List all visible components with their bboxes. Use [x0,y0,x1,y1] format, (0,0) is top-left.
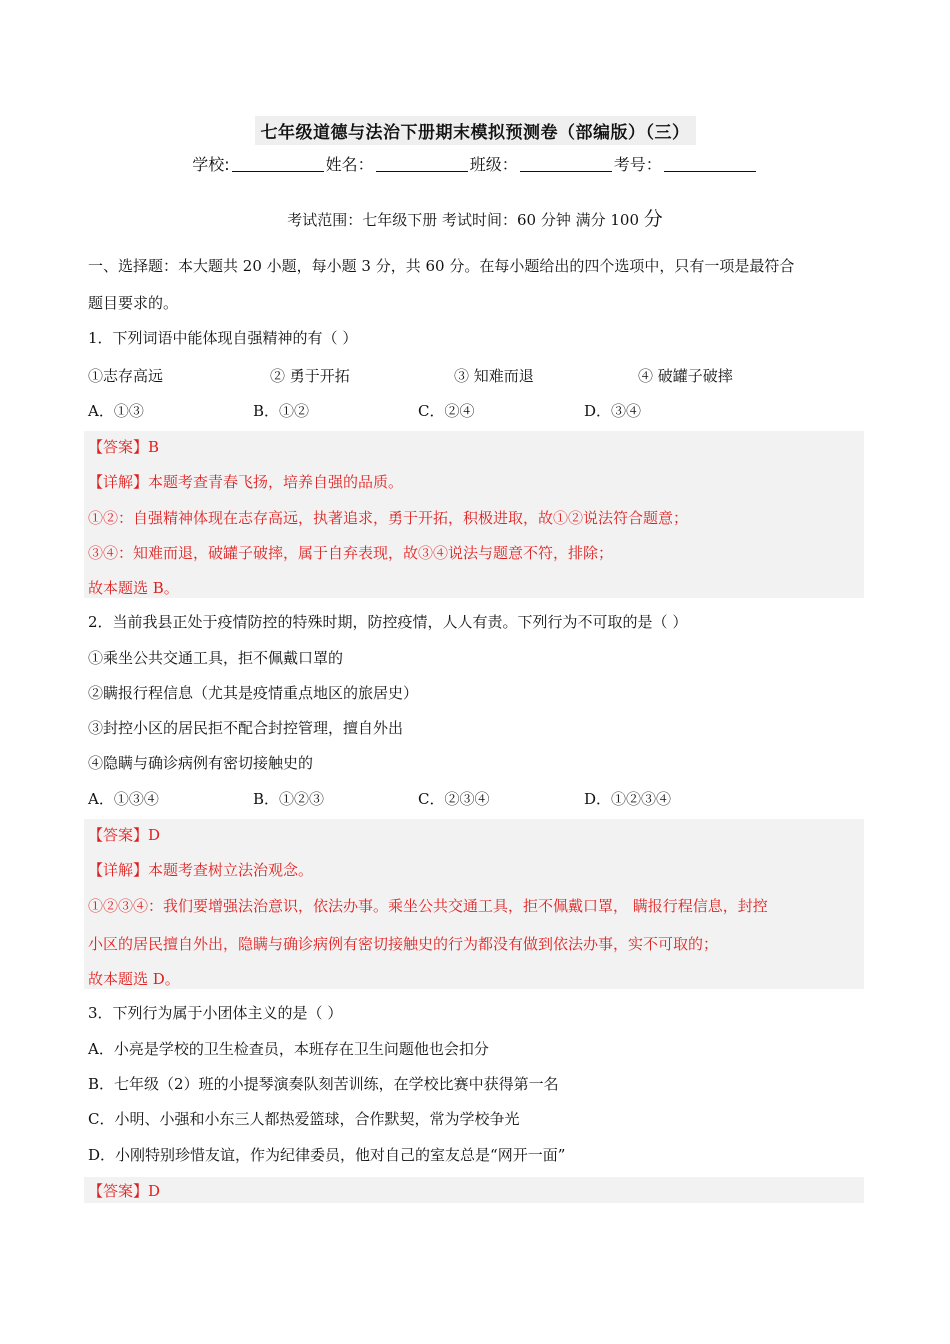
q1-choices [88,400,864,420]
q2-choice-a: A．①③④ [88,790,159,808]
q3-choice-a: A．小亮是学校的卫生检查员，本班存在卫生问题他也会扣分 [88,1040,489,1058]
name-label: 姓名： [325,155,374,174]
section-heading-line1: 一、选择题：本大题共 20 小题，每小题 3 分，共 60 分。在每小题给出的四个选项中，只有一项是最符合 [88,257,795,275]
q3-choice-c: C．小明、小强和小东三人都热爱篮球，合作默契，常为学校争光 [88,1110,520,1128]
q1-item: ①志存高远 [88,367,164,385]
exam-no-blank [664,157,756,172]
q3-stem: 3．下列行为属于小团体主义的是（ ） [88,1004,343,1022]
class-blank [520,157,612,172]
q2-explain [88,859,313,880]
q3-answer-block [84,1177,864,1203]
exam-no-label: 考号： [613,155,662,174]
q1-items [88,365,864,385]
q1-answer-block [84,431,864,598]
section-heading-line2: 题目要求的。 [88,294,179,312]
q1-stem: 1．下列词语中能体现自强精神的有（ ） [88,329,358,347]
exam-scope-text: 考试范围：七年级下册 考试时间：60 分钟 满分 100 [287,211,644,229]
q1-explain-line: 故本题选 B。 [88,579,179,597]
exam-title: 七年级道德与法治下册期末模拟预测卷（部编版）（三） [255,116,696,145]
q2-choice-d: D．①②③④ [584,790,672,808]
school-blank [232,157,324,172]
q3-choice-d: D．小刚特别珍惜友谊，作为纪律委员，他对自己的室友总是“网开一面” [88,1146,566,1164]
q2-explain-text: 本题考查树立法治观念。 [148,861,314,879]
exam-title-row [0,116,950,145]
q1-choice-c: C．②④ [418,402,475,420]
q1-answer: 【答案】B [88,438,160,456]
q2-item: ③封控小区的居民拒不配合封控管理，擅自外出 [88,719,404,737]
q2-item: ①乘坐公共交通工具，拒不佩戴口罩的 [88,649,344,667]
q1-item: ④ 破罐子破摔 [638,367,733,385]
q1-choice-b: B．①② [253,402,310,420]
q1-item: ③ 知难而退 [454,367,534,385]
q2-choice-b: B．①②③ [253,790,325,808]
q2-item: ②瞒报行程信息（尤其是疫情重点地区的旅居史） [88,684,419,702]
q2-explain-line: 小区的居民擅自外出，隐瞒与确诊病例有密切接触史的行为都没有做到依法办事，实不可取的； [88,935,719,953]
q1-explain [88,471,403,492]
q1-explain-label: 【详解】 [88,473,149,491]
q1-choice-a: A．①③ [88,402,144,420]
q2-explain-line: 故本题选 D。 [88,970,180,988]
q3-answer: 【答案】D [88,1182,161,1200]
q2-explain-label: 【详解】 [88,861,149,879]
q2-answer-block [84,819,864,989]
exam-scope-unit: 分 [643,208,663,230]
q3-choice-b: B．七年级（2）班的小提琴演奏队刻苦训练，在学校比赛中获得第一名 [88,1075,559,1093]
name-blank [376,157,468,172]
q1-choice-d: D．③④ [584,402,642,420]
q2-stem: 2．当前我县正处于疫情防控的特殊时期，防控疫情，人人有责。下列行为不可取的是（ ） [88,613,688,631]
q2-choices [88,788,864,808]
q1-explain-text: 本题考查青春飞扬，培养自强的品质。 [148,473,404,491]
q1-explain-line: ①②：自强精神体现在志存高远，执著追求，勇于开拓，积极进取，故①②说法符合题意； [88,509,689,527]
exam-scope [0,204,950,231]
q2-answer: 【答案】D [88,826,161,844]
school-label: 学校: [192,155,230,174]
q1-explain-line: ③④：知难而退，破罐子破摔，属于自弃表现，故③④说法与题意不符，排除； [88,544,614,562]
student-info-row [0,152,950,175]
class-label: 班级： [469,155,518,174]
q1-item: ② 勇于开拓 [270,367,350,385]
q2-choice-c: C．②③④ [418,790,490,808]
q2-explain-line: ①②③④：我们要增强法治意识，依法办事。乘坐公共交通工具，拒不佩戴口罩， 瞒报行程信息，封控 [88,897,768,915]
q2-item: ④隐瞒与确诊病例有密切接触史的 [88,754,314,772]
